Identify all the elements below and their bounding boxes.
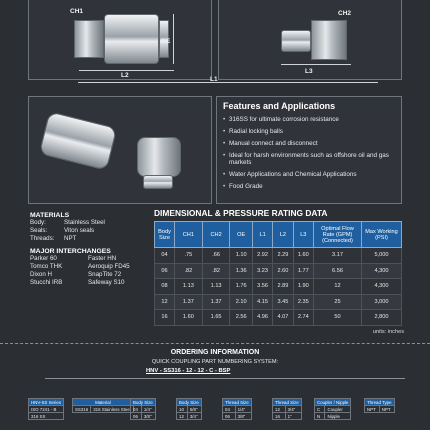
nipple-hex-body [311, 20, 347, 60]
col-header: L3 [293, 222, 313, 248]
features-title: Features and Applications [223, 101, 336, 111]
ordering-divider [0, 343, 430, 344]
oe-label: OE [161, 38, 171, 45]
col-header: OE [230, 222, 252, 248]
interchange-row: Dixon H SnapTite 72 [30, 271, 122, 278]
ordering-title: ORDERING INFORMATION [170, 349, 260, 356]
dimension-title: DIMENSIONAL & PRESSURE RATING DATA [154, 208, 328, 218]
materials-section [30, 212, 150, 287]
body-size-table-2: Body Size 10 5/8" 12 3/4" [176, 398, 202, 420]
interchange-row: Stucchi IRB Safeway S10 [30, 279, 125, 286]
series-table: HNV-SS Series ISO 7241 - B 316 SS [28, 398, 64, 420]
table-row: 08 1.13 1.13 1.76 3.56 2.89 1.90 12 4,300 [155, 279, 402, 295]
part-number-connectors [45, 378, 405, 398]
feature-item: • Radial locking balls [223, 128, 395, 135]
table-row: 16 1.60 1.65 2.56 4.96 4.07 2.74 50 2,800 [155, 310, 402, 326]
interchange-row: Parker 60 Faster HN [30, 255, 117, 262]
thread-type-table: Thread Type NPT NPT [364, 398, 395, 413]
dimension-section [154, 208, 404, 335]
col-header: L1 [252, 222, 272, 248]
l1-label: L1 [210, 76, 218, 83]
col-header: Body Size [155, 222, 175, 248]
material-row: Seals: Viton seals [30, 227, 95, 234]
col-header: Optimal Flow Rate (GPM) (Connected) [314, 222, 362, 248]
table-row: 12 1.37 1.37 2.10 4.15 3.45 2.35 25 3,000 [155, 294, 402, 310]
coupler-hex-body [74, 20, 104, 58]
nipple-photo [137, 137, 181, 177]
l3-label: L3 [305, 68, 313, 75]
part-number-example: HNV - SS316 - 12 - 12 - C - BSP [146, 368, 231, 374]
nipple-photo-tip [143, 175, 173, 189]
coupler-drawing-panel [28, 0, 212, 80]
table-row: 04 .75 .66 1.10 2.92 2.29 1.60 3.17 5,000 [155, 248, 402, 264]
features-list [223, 116, 395, 190]
oe-dimension-line [173, 14, 174, 64]
dimension-table [154, 221, 402, 326]
coupler-photo [39, 111, 118, 171]
l1-dimension-line [78, 82, 378, 83]
ch1-label: CH1 [70, 8, 84, 15]
nipple-stem [281, 30, 311, 52]
features-panel [216, 96, 402, 204]
l2-label: L2 [121, 72, 129, 79]
thread-size-table-2: Thread Size 12 3/4" 16 1" [272, 398, 302, 420]
feature-item: • Ideal for harsh environments such as offshore oil and gas markets [223, 152, 395, 166]
body-size-table: Body Size 04 1/4" 06 3/8" [130, 398, 156, 420]
feature-item: • Water Applications and Chemical Applications [223, 171, 395, 178]
col-header: CH2 [202, 222, 230, 248]
interchanges-title: MAJOR INTERCHANGES [30, 248, 111, 255]
ordering-subtitle: QUICK COUPLING PART NUMBERING SYSTEM: [151, 359, 279, 365]
coupler-sleeve [104, 14, 159, 64]
units-note: units: inches [372, 328, 404, 335]
feature-item: • 316SS for ultimate corrosion resistance [223, 116, 395, 123]
product-photo-panel [28, 96, 212, 204]
col-header: L2 [273, 222, 293, 248]
interchange-row: Tomco THK Aeroquip FD45 [30, 263, 130, 270]
table-row: 06 .82 .82 1.36 3.23 2.60 1.77 6.56 4,300 [155, 263, 402, 279]
material-row: Threads: NPT [30, 235, 77, 242]
thread-size-table: Thread Size 04 1/4" 06 3/8" [222, 398, 252, 420]
l2-dimension-line [79, 70, 174, 71]
coupler-nipple-table: Coupler / Nipple C Coupler N Nipple [314, 398, 351, 420]
materials-title: MATERIALS [30, 212, 70, 219]
dimension-header-row [155, 222, 402, 248]
l3-dimension-line [281, 64, 351, 65]
feature-item: • Manual connect and disconnect [223, 140, 395, 147]
ch2-label: CH2 [338, 10, 352, 17]
col-header: CH1 [175, 222, 203, 248]
material-table: Material SS316 316 Stainless Steel [72, 398, 134, 413]
col-header: Max Working (PSI) [362, 222, 402, 248]
material-row: Body: Stainless Steel [30, 219, 105, 226]
feature-item: • Food Grade [223, 183, 395, 190]
